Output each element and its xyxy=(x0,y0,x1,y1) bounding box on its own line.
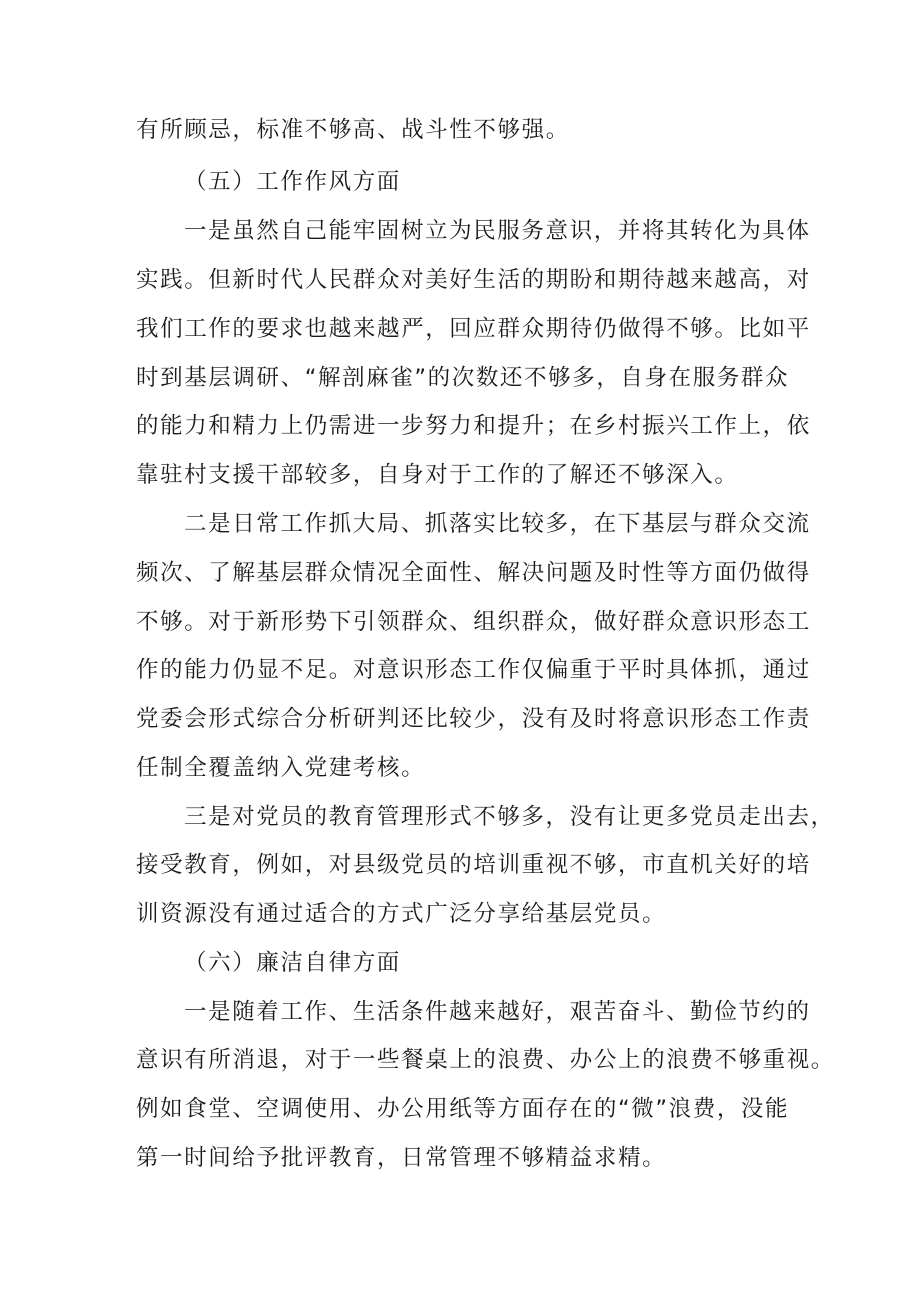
section-heading: （五）工作作风方面 xyxy=(184,169,401,195)
paragraph-line: 实践。但新时代人民群众对美好生活的期盼和期待越来越高，对 xyxy=(136,267,811,293)
paragraph-line: 一是随着工作、生活条件越来越好，艰苦奋斗、勤俭节约的 xyxy=(184,999,811,1025)
paragraph-line: 二是日常工作抓大局、抓落实比较多，在下基层与群众交流 xyxy=(184,511,811,537)
paragraph-line: 靠驻村支援干部较多，自身对于工作的了解还不够深入。 xyxy=(136,462,739,488)
paragraph-line: 一是虽然自己能牢固树立为民服务意识，并将其转化为具体 xyxy=(184,218,811,244)
paragraph-line: 党委会形式综合分析研判还比较少，没有及时将意识形态工作责 xyxy=(136,706,811,732)
paragraph-line: 第一时间给予批评教育，日常管理不够精益求精。 xyxy=(136,1145,667,1171)
paragraph-line: 的能力和精力上仍需进一步努力和提升；在乡村振兴工作上，依 xyxy=(136,413,811,439)
paragraph-line: 训资源没有通过适合的方式广泛分享给基层党员。 xyxy=(136,901,667,927)
paragraph-line: 时到基层调研、“解剖麻雀”的次数还不够多，自身在服务群众 xyxy=(136,365,790,391)
paragraph-line: 作的能力仍显不足。对意识形态工作仅偏重于平时具体抓，通过 xyxy=(136,657,811,683)
paragraph-line: 不够。对于新形势下引领群众、组织群众，做好群众意识形态工 xyxy=(136,609,811,635)
paragraph-line: 频次、了解基层群众情况全面性、解决问题及时性等方面仍做得 xyxy=(136,560,811,586)
paragraph-line: 意识有所消退，对于一些餐桌上的浪费、办公上的浪费不够重视。 xyxy=(136,1047,835,1073)
paragraph-line: 三是对党员的教育管理形式不够多，没有让更多党员走出去， xyxy=(184,804,835,830)
paragraph-line: 我们工作的要求也越来越严，回应群众期待仍做得不够。比如平 xyxy=(136,316,811,342)
paragraph-line: 例如食堂、空调使用、办公用纸等方面存在的“微”浪费，没能 xyxy=(136,1096,790,1122)
paragraph-line: 任制全覆盖纳入党建考核。 xyxy=(136,755,426,781)
section-heading: （六）廉洁自律方面 xyxy=(184,950,401,976)
paragraph-line: 接受教育，例如，对县级党员的培训重视不够，市直机关好的培 xyxy=(136,852,811,878)
paragraph-line: 有所顾忌，标准不够高、战斗性不够强。 xyxy=(136,117,570,143)
